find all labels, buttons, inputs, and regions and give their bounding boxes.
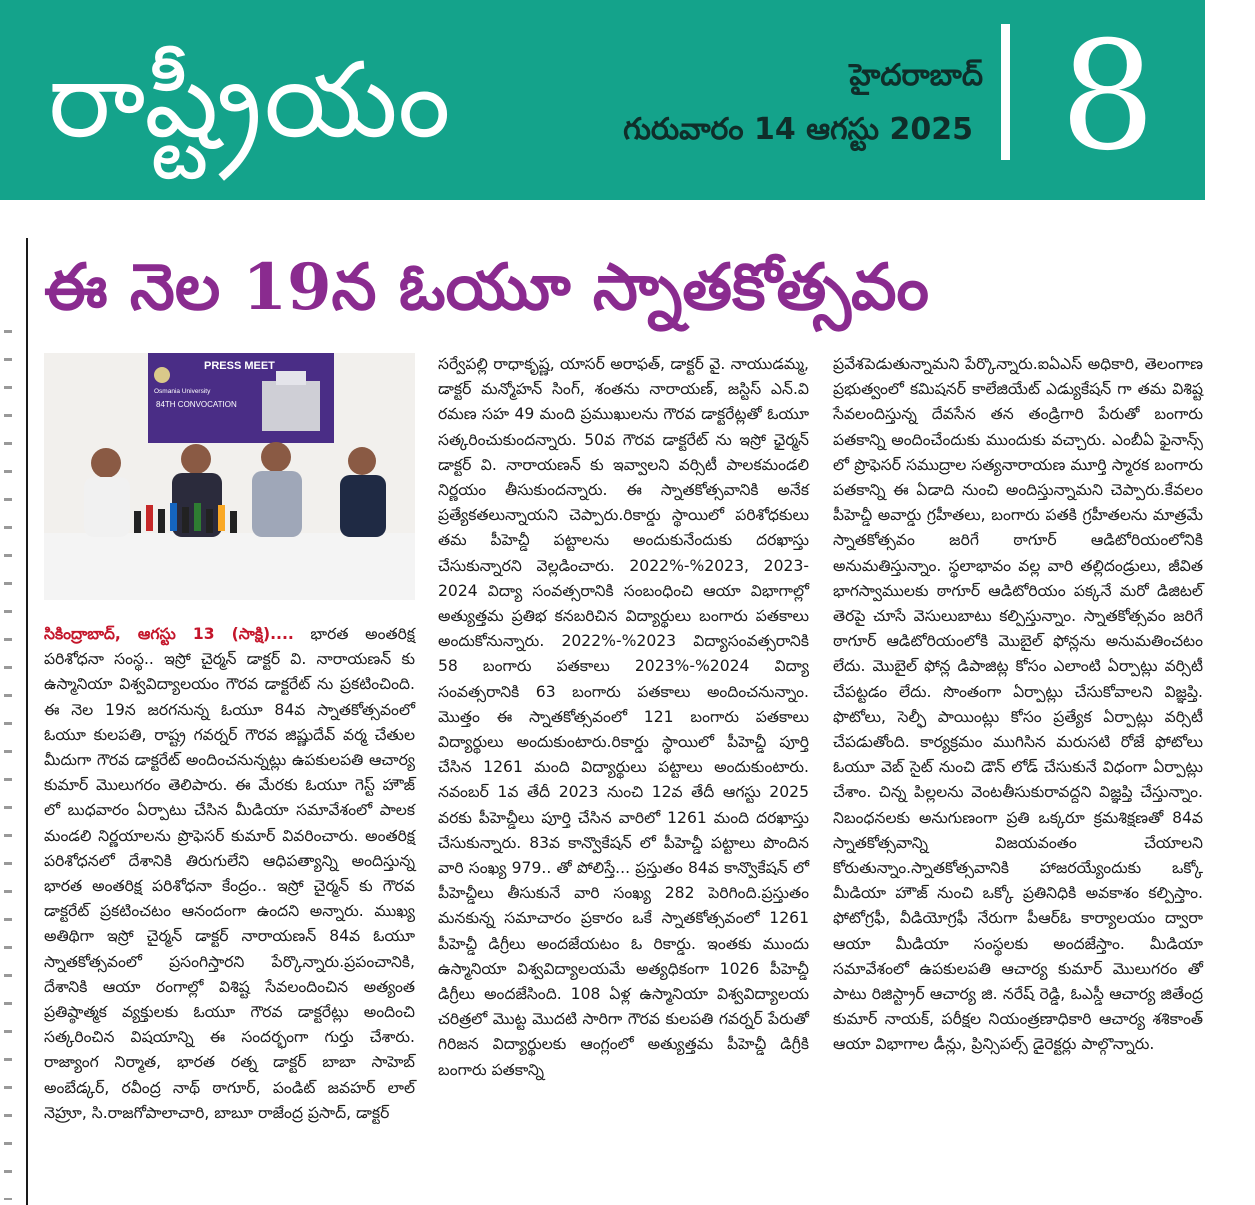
article-text-col3: ప్రవేశపెడుతున్నామని పేర్కొన్నారు.ఐఏఎస్ అధికారి, తెలంగాణ ప్రభుత్వంలో కమిషనర్ కాలేజియేట్ ఎడ్యుకేషన్ గా తమ విశిష్ట సేవలందిస్తున్న దేవసేన తన తండ్రిగారి పేరుతో బంగారు పతకాన్ని అందించేందుకు ముందుకు వచ్చారు. ఎంబీఏ ఫైనాన్స్ లో ప్రొఫెసర్ సముద్రాల సత్యనారాయణ మూర్తి స్మారక బంగారు పతకాన్ని ఈ ఏడాది నుంచి అందిస్తున్నామని చెప్పారు.కేవలం పీహెచ్డీ అవార్డు గ్రహీతలు, బంగారు పతకి గ్రహీతలను మాత్రమే స్నాతకోత్సవం జరిగే ఠాగూర్ ఆడిటోరియంలోనికి అనుమతిస్తున్నాం. స్థలాభావం వల్ల వారి తల్లిదండ్రులు, జీవిత భాగస్వాములకు ఠాగూర్ ఆడిటోరియం పక్కనే మరో డిజిటల్ తెరపై చూసే వెసులుబాటు కల్పిస్తున్నాం. స్నాతకోత్సవం జరిగే ఠాగూర్ ఆడిటోరియంలోకి మొబైల్ ఫోన్లను అనుమతించటం లేదు. మొబైల్ ఫోన్ల డిపాజిట్ల కోసం ఎలాంటి ఏర్పాట్లు వర్సిటీ చేపట్టడం లేదు. సొంతంగా ఏర్పాట్లు చేసుకోవాలని విజ్ఞప్తి. ఫొటోలు, సెల్ఫీ పాయింట్లు కోసం ప్రత్యేక ఏర్పాట్లు వర్సిటీ చేపడుతోంది. కార్యక్రమం ముగిసిన మరుసటి రోజే ఫోటోలు ఓయూ వెబ్ సైట్ నుంచి డౌన్ లోడ్ చేసుకునే విధంగా ఏర్పాట్లు చేశాం. చిన్న పిల్లలను వెంటతీసుకురావద్దని విజ్ఞప్తి చేస్తున్నాం. నిబంధనలకు అనుగుణంగా ప్రతి ఒక్కరూ క్రమశిక్షణతో 84వ స్నాతకోత్సవాన్ని విజయవంతం చేయాలని కోరుతున్నాం.స్నాతకోత్సవానికి హాజరయ్యేందుకు ఒక్కో మీడియా హౌజ్ నుంచి ఒక్కో ప్రతినిధికి అవకాశం కల్పిస్తాం. ఫోటోగ్రఫీ, వీడియోగ్రఫీ నేరుగా పీఆర్ఓ కార్యాలయం ద్వారా ఆయా మీడియా సంస్థలకు అందజేస్తాం. మీడియా సమావేశంలో ఉపకులపతి ఆచార్య కుమార్ మొలుగరం తో పాటు రిజిస్ట్రార్ ఆచార్య జి. నరేష్ రెడ్డి, ఓఎస్డీ ఆచార్య జితేంద్ర కుమార్ నాయక్, పరీక్షల నియంత్రణాధికారి ఆచార్య శశికాంత్ ఆయా విభాగాల డీన్లు, ప్రిన్సిపల్స్ డైరెక్టర్లు పాల్గొన్నారు.: [833, 355, 1203, 1054]
press-meet-photo: [44, 353, 415, 600]
header-divider: [1001, 24, 1010, 160]
article-headline: ఈ నెల 19న ఓయూ స్నాతకోత్సవం: [44, 250, 929, 325]
article-column-3: [833, 352, 1203, 1058]
article-column-1: [44, 622, 415, 1126]
banner-title: PRESS MEET: [204, 360, 275, 372]
edition-date: గురువారం 14 ఆగస్టు 2025: [623, 112, 973, 147]
microphones: [134, 503, 237, 533]
page-header-band: [0, 0, 1205, 200]
page-edge-marks: [4, 330, 12, 1200]
article-dateline: సికింద్రాబాద్, ఆగస్టు 13 (సాక్షి)....: [44, 625, 294, 643]
banner-university: Osmania University: [154, 388, 211, 395]
page-number: 8: [1060, 10, 1156, 184]
banner-event: 84TH CONVOCATION: [156, 400, 237, 409]
article-column-2: [438, 352, 809, 1083]
section-title: రాష్ట్రీయం: [48, 39, 453, 161]
edition-city: హైదరాబాద్: [849, 58, 983, 93]
article-text-col2: సర్వేపల్లి రాధాకృష్ణ, యాసర్ అరాఫత్, డాక్టర్ వై. నాయుడమ్మ, డాక్టర్ మన్మోహన్ సింగ్, శంతను నారాయణ్, జస్టిస్ ఎన్.వి రమణ సహ 49 మంది ప్రముఖులను గౌరవ డాక్టరేట్లతో ఓయూ సత్కరించుకుందన్నారు. 50వ గౌరవ డాక్టరేట్ ను ఇస్రో ఛైర్మన్ డాక్టర్ వి. నారాయణన్ కు ఇవ్వాలని వర్సిటీ పాలకమండలి నిర్ణయం తీసుకుందన్నారు. ఈ స్నాతకోత్సవానికి అనేక ప్రత్యేకతలున్నాయని చెప్పారు.రికార్డు స్థాయిలో పరిశోధకులు తమ పీహెచ్డీ పట్టాలను అందుకునేందుకు దరఖాస్తు చేసుకున్నారని వెల్లడించారు. 2022%-%2023, 2023-2024 విద్యా సంవత్సరానికి సంబంధించి ఆయా విభాగాల్లో అత్యుత్తమ ప్రతిభ కనబరిచిన విద్యార్థులు బంగారు పతకాలు అందుకోనున్నారు. 2022%-%2023 విద్యాసంవత్సరానికి 58 బంగారు పతకాలు 2023%-%2024 విద్యా సంవత్సరానికి 63 బంగారు పతకాలు అందించనున్నాం. మొత్తం ఈ స్నాతకోత్సవంలో 121 బంగారు పతకాలు విద్యార్థులు అందుకుంటారు.రికార్డు స్థాయిలో పీహెచ్డీ పూర్తి చేసిన 1261 మంది విద్యార్థులు పట్టాలు అందుకుంటారు. నవంబర్ 1వ తేదీ 2023 నుంచి 12వ తేదీ ఆగస్టు 2025 వరకు పీహెచ్డీలు పూర్తి చేసిన వారిలో 1261 మంది దరఖాస్తు చేసుకున్నారు. 83వ కాన్వొకేషన్ లో పీహెచ్డీ పట్టాలు పొందిన వారి సంఖ్య 979.. తో పోలిస్తే... ప్రస్తుతం 84వ కాన్వొకేషన్ లో పీహెచ్డీలు తీసుకునే వారి సంఖ్య 282 పెరిగింది.ప్రస్తుతం మనకున్న సమాచారం ప్రకారం ఒకే స్నాతకోత్సవంలో 1261 పీహెచ్డీ డిగ్రీలు అందజేయటం ఓ రికార్డు. ఇంతకు ముందు ఉస్మానియా విశ్వవిద్యాలయమే అత్యధికంగా 1026 పీహెచ్డీ డిగ్రీలు అందజేసింది. 108 ఏళ్ల ఉస్మానియా విశ్వవిద్యాలయ చరిత్రలో మొట్ట మొదటి సారిగా గౌరవ కులపతి గవర్నర్ పేరుతో గిరిజన విద్యార్థులకు ఆంగ్లంలో అత్యుత్తమ పీహెచ్డీ డిగ్రీకి బంగారు పతకాన్ని: [438, 355, 809, 1079]
press-meet-illustration: [44, 353, 415, 600]
left-column-rule: [26, 238, 28, 1205]
article-text-col1: భారత అంతరిక్ష పరిశోధనా సంస్థ.. ఇస్రో చైర్మన్ డాక్టర్ వి. నారాయణన్ కు ఉస్మానియా విశ్వవిద్యాలయం గౌరవ డాక్టరేట్ ను ప్రకటించింది. ఈ నెల 19న జరగనున్న ఓయూ 84వ స్నాతకోత్సవంలో ఓయూ కులపతి, రాష్ట్ర గవర్నర్ గౌరవ జిష్ణుదేవ్ వర్మ చేతుల మీదుగా గౌరవ డాక్టరేట్ అందించనున్నట్లు ఉపకులపతి ఆచార్య కుమార్ మొలుగరం తెలిపారు. ఈ మేరకు ఓయూ గెస్ట్ హౌజ్ లో బుధవారం ఏర్పాటు చేసిన మీడియా సమావేశంలో పాలక మండలి నిర్ణయాలను ప్రొఫెసర్ కుమార్ వివరించారు. అంతరిక్ష పరిశోధనలో దేశానికి తిరుగులేని ఆధిపత్యాన్ని అందిస్తున్న భారత అంతరిక్ష పరిశోధనా కేంద్రం.. ఇస్రో చైర్మన్ కు గౌరవ డాక్టరేట్ ప్రకటించటం ఆనందంగా ఉందని అన్నారు. ముఖ్య అతిథిగా ఇస్రో చైర్మన్ డాక్టర్ నారాయణన్ 84వ ఓయూ స్నాతకోత్సవంలో ప్రసంగిస్తారని పేర్కొన్నారు.ప్రపంచానికి, దేశానికి ఆయా రంగాల్లో విశిష్ట సేవలందించిన అత్యంత ప్రతిష్ఠాత్మక వ్యక్తులకు ఓయూ గౌరవ డాక్టరేట్లు అందించి సత్కరించిన విషయాన్ని ఈ సందర్భంగా గుర్తు చేశారు. రాజ్యాంగ నిర్మాత, భారత రత్న డాక్టర్ బాబా సాహెబ్ అంబేడ్కర్, రవీంద్ర నాథ్ ఠాగూర్, పండిట్ జవహర్ లాల్ నెహ్రూ, సి.రాజగోపాలాచారి, బాబూ రాజేంద్ర ప్రసాద్, డాక్టర్: [44, 625, 416, 1122]
